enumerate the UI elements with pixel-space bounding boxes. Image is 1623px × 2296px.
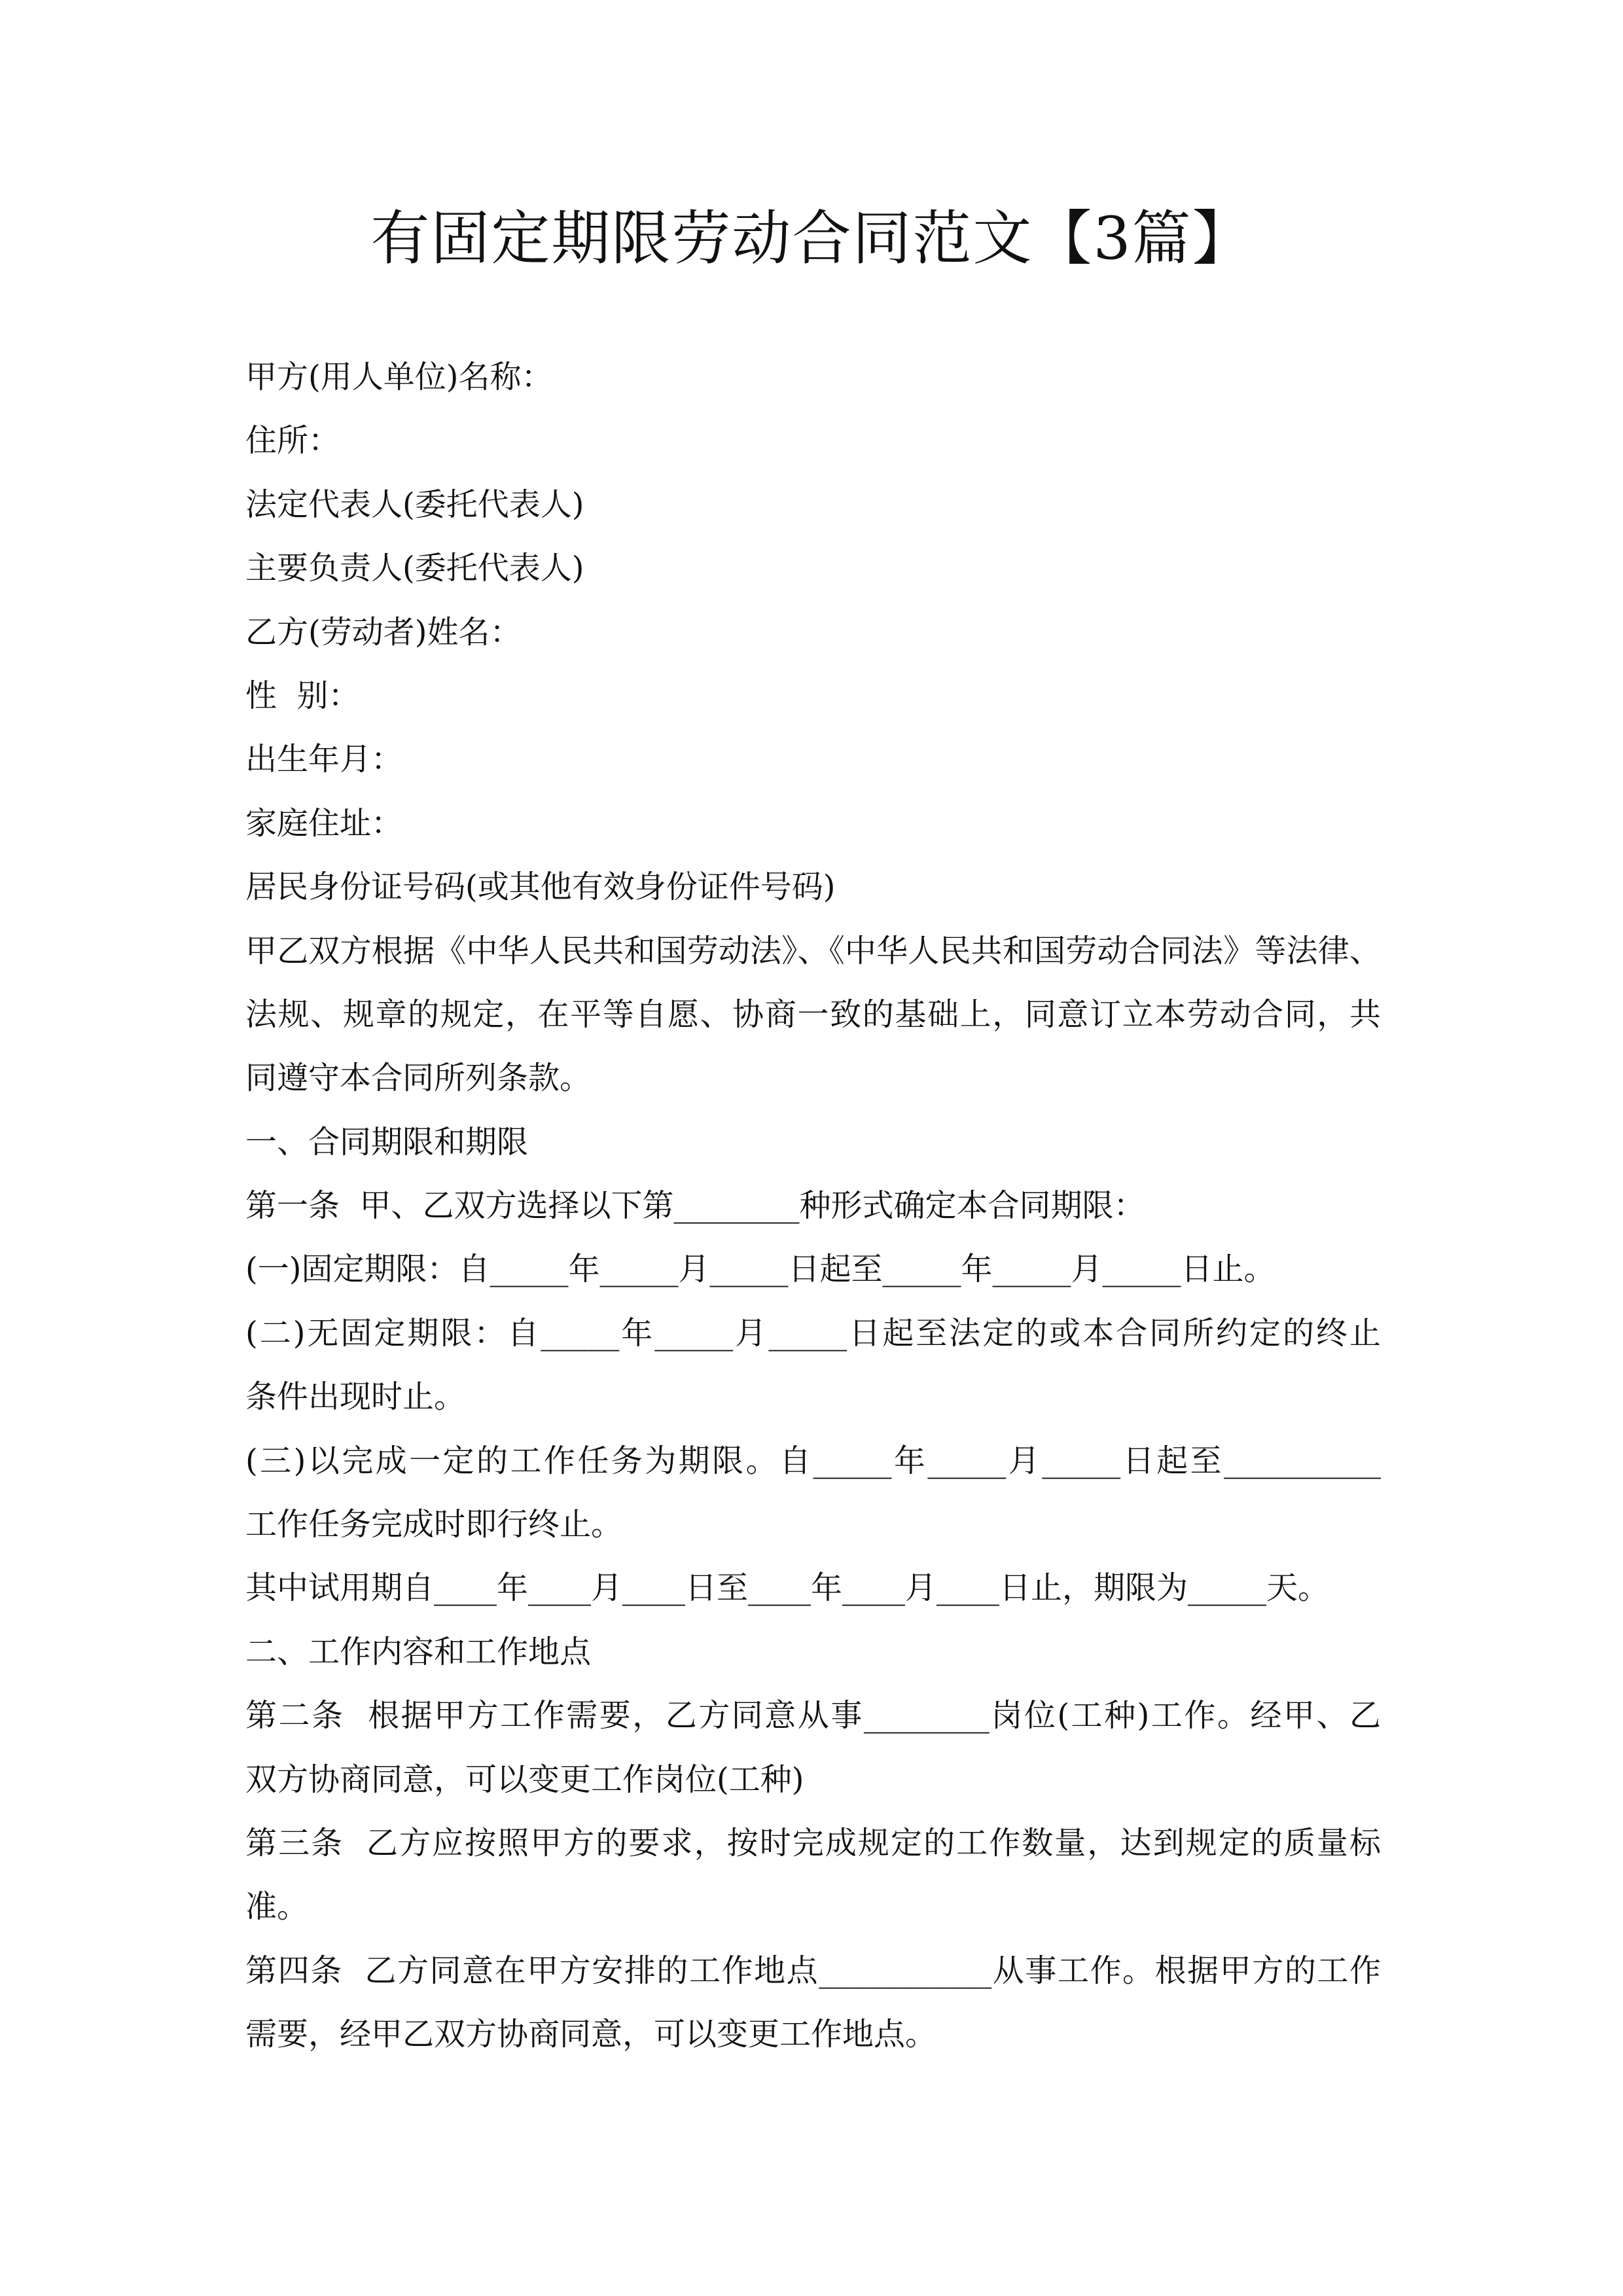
text-line: 需要，经甲乙双方协商同意，可以变更工作地点。 [245, 2016, 937, 2053]
text-line: 性 别： [245, 677, 360, 714]
document-title: 有固定期限劳动合同范文【3篇】 [370, 204, 1253, 273]
text-line: (一)固定期限：自_____年_____月_____日起至_____年_____月_____日止。 [245, 1251, 1275, 1288]
text-line: 工作任务完成时即行终止。 [245, 1506, 623, 1543]
text-line: 第一条 甲、乙双方选择以下第________种形式确定本合同期限： [245, 1187, 1145, 1225]
text-line: 甲方(用人单位)名称： [245, 359, 553, 395]
text-line: 甲乙双方根据《中华人民共和国劳动法》、《中华人民共和国劳动合同法》等法律、 [245, 932, 1381, 969]
text-line: 其中试用期自____年____月____日至____年____月____日止，期限为_____天。 [245, 1570, 1330, 1607]
text-line: 家庭住址： [245, 804, 403, 842]
text-line: 条件出现时止。 [245, 1378, 466, 1416]
text-line: (二)无固定期限：自_____年_____月_____日起至法定的或本合同所约定的终止 [245, 1314, 1381, 1352]
document-body [245, 346, 1381, 2067]
section-heading: 二、工作内容和工作地点 [245, 1633, 592, 1670]
text-line: 法定代表人(委托代表人) [245, 486, 584, 523]
text-line: (三)以完成一定的工作任务为期限。自_____年_____月_____日起至__________ [245, 1442, 1381, 1479]
text-line: 出生年月： [245, 741, 403, 778]
text-line: 住所： [245, 422, 340, 459]
text-line: 第二条 根据甲方工作需要，乙方同意从事________岗位(工种)工作。经甲、乙 [245, 1697, 1381, 1734]
text-line: 乙方(劳动者)姓名： [245, 613, 522, 651]
text-line: 主要负责人(委托代表人) [245, 550, 584, 587]
text-line: 第三条 乙方应按照甲方的要求，按时完成规定的工作数量，达到规定的质量标 [245, 1824, 1381, 1861]
text-line: 同遵守本合同所列条款。 [245, 1060, 592, 1097]
text-line: 第四条 乙方同意在甲方安排的工作地点___________从事工作。根据甲方的工作 [245, 1952, 1381, 1989]
text-line: 居民身份证号码(或其他有效身份证件号码) [245, 869, 836, 906]
text-line: 双方协商同意，可以变更工作岗位(工种) [245, 1761, 804, 1798]
text-line: 法规、规章的规定，在平等自愿、协商一致的基础上，同意订立本劳动合同，共 [245, 996, 1381, 1033]
text-line: 准。 [245, 1888, 309, 1926]
section-heading: 一、合同期限和期限 [245, 1123, 529, 1160]
